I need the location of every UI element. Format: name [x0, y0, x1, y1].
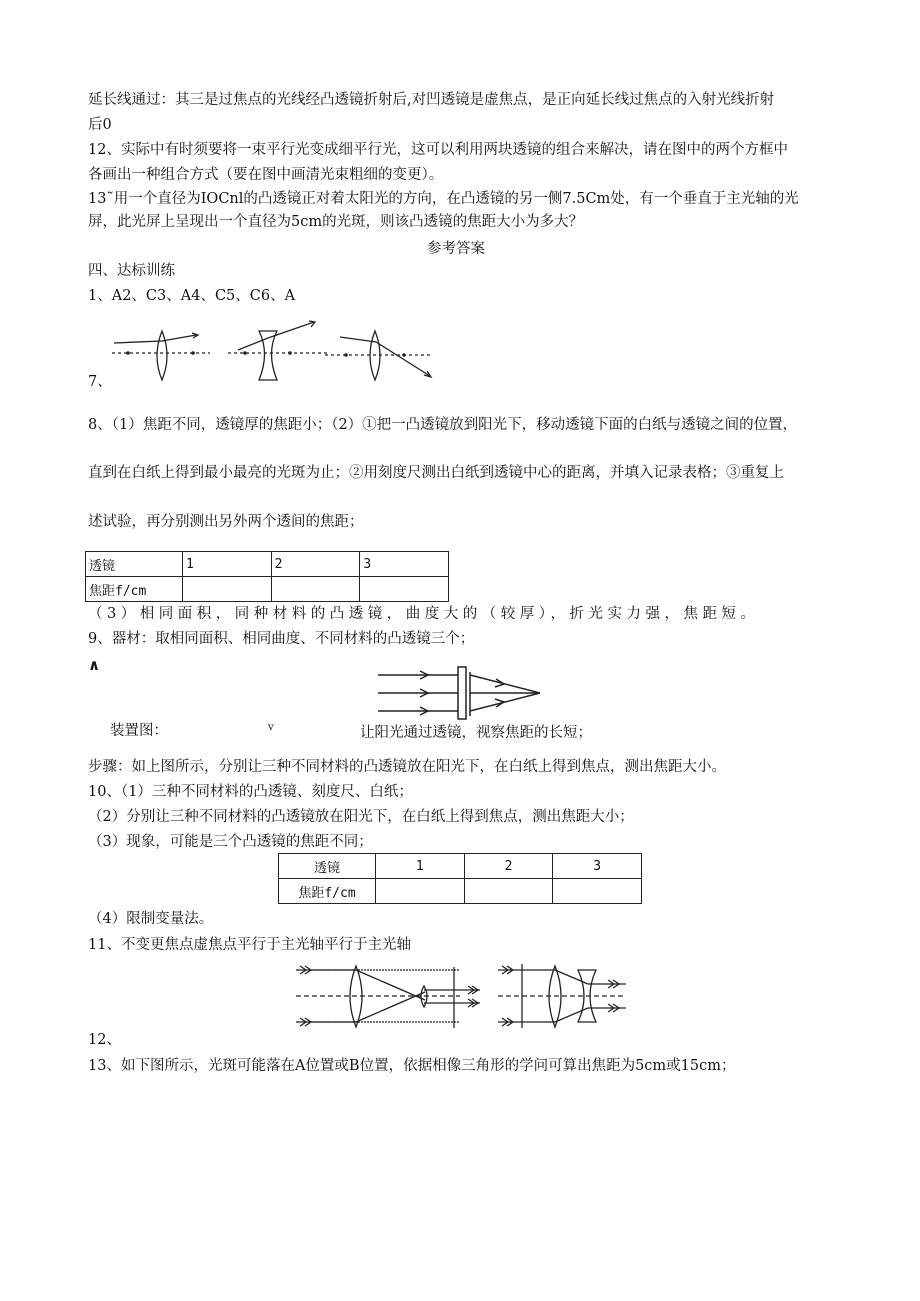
answer-10-2: （2）分别让三种不同材料的凸透镜放在阳光下，在白纸上得到焦点，测出焦距大小；: [88, 809, 634, 825]
table-cell: 3: [360, 552, 449, 577]
caret-mark: ∧: [88, 656, 101, 674]
answer-13: 13、如下图所示，光斑可能落在A位置或B位置，依据相像三角形的学问可算出焦距为5cm或15cm；: [88, 1058, 736, 1074]
answer-10-4: （4）限制变量法。: [88, 911, 214, 927]
table-cell: 1: [376, 854, 465, 879]
answer-11: 11、不变更焦点虚焦点平行于主光轴平行于主光轴: [88, 937, 411, 953]
table-cell: 2: [464, 854, 553, 879]
answer-8-line1: 8、（1）焦距不同，透镜厚的焦距小；（2）①把一凸透镜放到阳光下，移动透镜下面的白纸与透镜之间的位置，: [88, 417, 798, 433]
table-cell: 焦距f/cm: [279, 879, 376, 904]
answer-8-line2: 直到在白纸上得到最小最亮的光斑为止；②用刻度尺测出白纸到透镜中心的距离，并填入记录表格；③重复上: [88, 465, 784, 481]
setup-v-mark: v: [268, 722, 274, 733]
answer-10-1: 10、（1）三种不同材料的凸透镜、刻度尺、白纸；: [88, 784, 413, 800]
table-cell: 透镜: [279, 854, 376, 879]
answer-9: 9、器材：取相同面积、相同曲度、不同材料的凸透镜三个；: [88, 631, 475, 647]
section-title: 四、达标训练: [88, 263, 175, 279]
table-cell: 透镜: [86, 552, 183, 577]
answer-12-label: 12、: [88, 1032, 121, 1048]
answer-8-line4: （3）相同面积，同种材料的凸透镜，曲度大的（较厚），折光实力强，焦距短。: [88, 606, 760, 622]
table-cell: 2: [271, 552, 360, 577]
table-cell: 3: [553, 854, 642, 879]
answer-heading: 参考答案: [427, 241, 485, 257]
text-line: 各画出一种组合方式（要在图中画清光束粗细的变更）。: [88, 167, 444, 183]
table-cell: 1: [183, 552, 272, 577]
answer-8-line3: 述试验，再分别测出另外两个透间的焦距；: [88, 514, 364, 530]
answer-7-label: 7、: [88, 374, 112, 390]
answer-1-6: 1、A2、C3、A4、C5、C6、A: [88, 288, 296, 304]
steps-text: 步骤：如上图所示，分别让三种不同材料的凸透镜放在阳光下，在白纸上得到焦点，测出焦距大小。: [88, 759, 726, 775]
text-line: 13˜用一个直径为IOCnl的凸透镜正对着太阳光的方向，在凸透镜的另一侧7.5Cm处，有一个垂直于主光轴的光: [88, 191, 799, 207]
setup-label: 装置图：: [110, 723, 168, 739]
text-line: 12、实际中有时须要将一束平行光变成细平行光，这可以利用两块透镜的组合来解决，请在图中的两个方框中: [88, 142, 788, 158]
text-line: 后0: [88, 117, 112, 133]
answer-10-3: （3）现象，可能是三个凸透镜的焦距不同；: [88, 834, 373, 850]
table-cell: 焦距f/cm: [86, 577, 183, 602]
text-line: 屏，此光屏上呈现出一个直径为5cm的光斑，则该凸透镜的焦距大小为多大？: [88, 214, 584, 230]
setup-note: 让阳光通过透镜，视察焦距的长短；: [360, 725, 592, 741]
text-line: 延长线通过：其三是过焦点的光线经凸透镜折射后,对凹透镜是虚焦点，是正向延长线过焦点的入射光线折射: [88, 92, 775, 108]
